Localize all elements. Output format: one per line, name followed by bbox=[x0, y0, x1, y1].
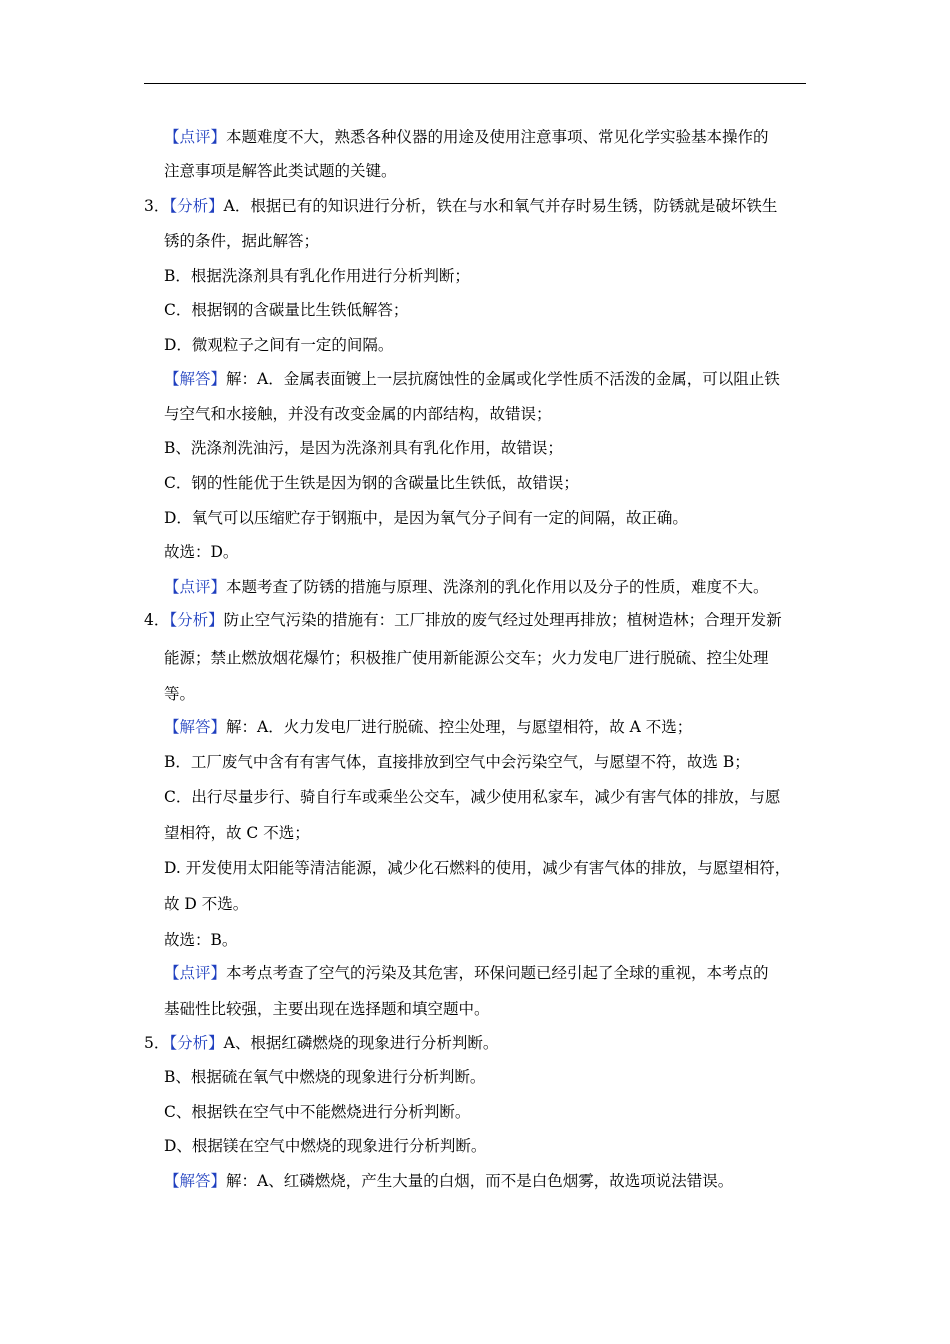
line bbox=[164, 752, 750, 772]
tag: 【解答】 bbox=[164, 370, 227, 388]
line-text: 故选：D。 bbox=[164, 543, 239, 561]
line-text: A、根据红磷燃烧的现象进行分析判断。 bbox=[223, 1034, 499, 1052]
line bbox=[164, 231, 319, 251]
line bbox=[164, 161, 397, 181]
line-text: 望相符，故 C 不选； bbox=[164, 824, 310, 842]
tag: 【点评】 bbox=[164, 964, 227, 982]
question-number: 5． bbox=[144, 1034, 170, 1052]
line-text: 防止空气污染的措施有：工厂排放的废气经过处理再排放；植树造林；合理开发新 bbox=[223, 611, 782, 629]
line bbox=[164, 508, 688, 528]
line-text: 与空气和水接触，并没有改变金属的内部结构，故错误； bbox=[164, 405, 552, 423]
line bbox=[164, 930, 237, 950]
line-text: 能源；禁止燃放烟花爆竹；积极推广使用新能源公交车；火力发电厂进行脱硫、控尘处理 bbox=[164, 649, 769, 667]
line-text: B．根据洗涤剂具有乳化作用进行分析判断； bbox=[164, 267, 470, 285]
line-text: 解：A、红磷燃烧，产生大量的白烟，而不是白色烟雾，故选项说法错误。 bbox=[226, 1172, 734, 1190]
line-text: 本题考查了防锈的措施与原理、洗涤剂的乳化作用以及分子的性质，难度不大。 bbox=[226, 578, 769, 596]
line bbox=[164, 787, 780, 807]
question-number: 4． bbox=[144, 611, 170, 629]
line-text: 本考点考查了空气的污染及其危害，环保问题已经引起了全球的重视，本考点的 bbox=[226, 964, 769, 982]
line bbox=[164, 648, 769, 668]
line-text: C、根据铁在空气中不能燃烧进行分析判断。 bbox=[164, 1103, 471, 1121]
line bbox=[164, 999, 490, 1019]
question-number: 3． bbox=[144, 197, 170, 215]
line bbox=[164, 473, 579, 493]
line bbox=[164, 823, 310, 843]
line-text: D、根据镁在空气中燃烧的现象进行分析判断。 bbox=[164, 1137, 487, 1155]
line-text: 等。 bbox=[164, 685, 196, 703]
line-text: B．工厂废气中含有有害气体，直接排放到空气中会污染空气，与愿望不符，故选 B； bbox=[164, 753, 750, 771]
line bbox=[164, 858, 790, 878]
line-text: 解：A．火力发电厂进行脱硫、控尘处理，与愿望相符，故 A 不选； bbox=[226, 718, 693, 736]
tag: 【分析】 bbox=[169, 611, 224, 629]
line-text: B、洗涤剂洗油污，是因为洗涤剂具有乳化作用，故错误； bbox=[164, 439, 563, 457]
line-text: D. 开发使用太阳能等清洁能源，减少化石燃料的使用，减少有害气体的排放，与愿望相符， bbox=[164, 859, 791, 877]
line bbox=[164, 266, 470, 286]
line-text: 解：A．金属表面镀上一层抗腐蚀性的金属或化学性质不活泼的金属，可以阻止铁 bbox=[226, 370, 780, 388]
line bbox=[164, 542, 238, 562]
line bbox=[164, 684, 195, 704]
line bbox=[144, 610, 782, 630]
tag: 【分析】 bbox=[169, 197, 224, 215]
line bbox=[164, 1171, 733, 1191]
line-text: A．根据已有的知识进行分析，铁在与水和氧气并存时易生锈，防锈就是破坏铁生 bbox=[223, 197, 778, 215]
tag: 【分析】 bbox=[169, 1034, 224, 1052]
line bbox=[164, 894, 248, 914]
line bbox=[164, 717, 692, 737]
line bbox=[164, 300, 408, 320]
line bbox=[144, 196, 777, 216]
line bbox=[144, 1033, 498, 1053]
line bbox=[164, 127, 769, 147]
line-text: D．微观粒子之间有一定的间隔。 bbox=[164, 336, 394, 354]
line bbox=[164, 404, 552, 424]
line bbox=[164, 577, 769, 597]
line bbox=[164, 369, 780, 389]
line bbox=[164, 1067, 485, 1087]
line-text: 锈的条件，据此解答； bbox=[164, 232, 320, 250]
line bbox=[164, 1102, 470, 1122]
line-text: C．钢的性能优于生铁是因为钢的含碳量比生铁低，故错误； bbox=[164, 474, 579, 492]
line-text: B、根据硫在氧气中燃烧的现象进行分析判断。 bbox=[164, 1068, 486, 1086]
line bbox=[164, 1136, 486, 1156]
tag: 【点评】 bbox=[164, 578, 227, 596]
line-text: C．根据钢的含碳量比生铁低解答； bbox=[164, 301, 409, 319]
header-rule bbox=[144, 83, 806, 84]
tag: 【点评】 bbox=[164, 128, 227, 146]
line bbox=[164, 963, 769, 983]
line-text: 基础性比较强，主要出现在选择题和填空题中。 bbox=[164, 1000, 490, 1018]
line bbox=[164, 438, 563, 458]
line-text: C．出行尽量步行、骑自行车或乘坐公交车，减少使用私家车，减少有害气体的排放，与愿 bbox=[164, 788, 781, 806]
line-text: 本题难度不大，熟悉各种仪器的用途及使用注意事项、常见化学实验基本操作的 bbox=[226, 128, 769, 146]
line-text: D．氧气可以压缩贮存于钢瓶中，是因为氧气分子间有一定的间隔，故正确。 bbox=[164, 509, 688, 527]
line-text: 故选：B。 bbox=[164, 931, 238, 949]
line-text: 故 D 不选。 bbox=[164, 895, 249, 913]
line-text: 注意事项是解答此类试题的关键。 bbox=[164, 162, 397, 180]
tag: 【解答】 bbox=[164, 718, 227, 736]
line bbox=[164, 335, 393, 355]
tag: 【解答】 bbox=[164, 1172, 227, 1190]
